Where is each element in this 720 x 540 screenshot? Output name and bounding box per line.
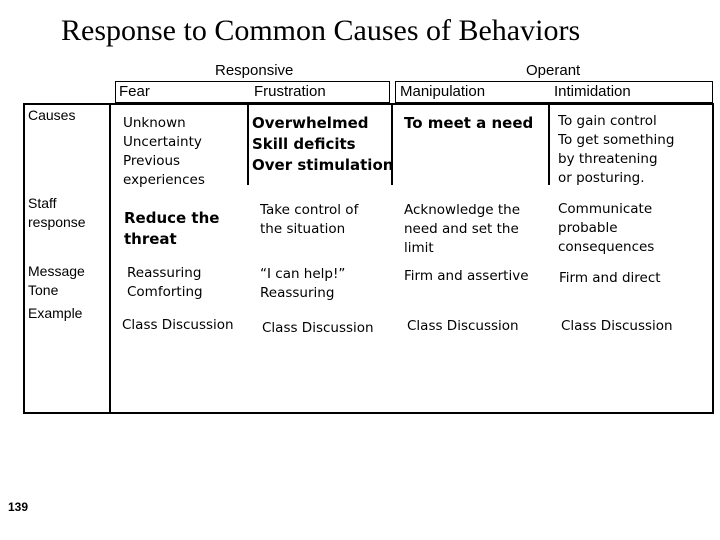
- row-label-message-tone: Message Tone: [28, 263, 85, 298]
- row-label-causes: Causes: [28, 107, 76, 123]
- group-header-responsive: Responsive: [215, 62, 294, 79]
- column-divider: [548, 103, 550, 185]
- cell-tone-intimidation: Firm and direct: [559, 270, 661, 286]
- cell-causes-frustration: Overwhelmed Skill deficits Over stimulation: [252, 114, 394, 174]
- cell-example-intimidation: Class Discussion: [561, 318, 673, 334]
- cell-example-fear: Class Discussion: [122, 317, 234, 333]
- cell-example-manipulation: Class Discussion: [407, 318, 519, 334]
- column-header-frustration: Frustration: [254, 83, 326, 100]
- page-number: 139: [8, 500, 29, 514]
- cell-tone-frustration: “I can help!” Reassuring: [260, 266, 346, 301]
- row-label-staff-response: Staff response: [28, 195, 86, 230]
- responsive-header-box: [115, 81, 390, 103]
- slide-title: Response to Common Causes of Behaviors: [61, 14, 581, 47]
- group-header-operant: Operant: [526, 62, 581, 79]
- cell-tone-manipulation: Firm and assertive: [404, 268, 529, 284]
- cell-causes-fear: Unknown Uncertainty Previous experiences: [123, 115, 205, 188]
- row-label-example: Example: [28, 305, 83, 321]
- cell-tone-fear: Reassuring Comforting: [127, 265, 203, 300]
- cell-causes-intimidation: To gain control To get something by threatening or posturing.: [558, 113, 675, 186]
- cell-staff-fear: Reduce the threat: [124, 209, 220, 248]
- column-header-manipulation: Manipulation: [400, 83, 486, 100]
- cell-staff-intimidation: Communicate probable consequences: [558, 201, 655, 255]
- cell-staff-manipulation: Acknowledge the need and set the limit: [404, 202, 521, 256]
- column-header-intimidation: Intimidation: [554, 83, 631, 100]
- cell-staff-frustration: Take control of the situation: [260, 202, 359, 237]
- column-divider: [247, 103, 249, 185]
- column-divider: [109, 103, 111, 414]
- cell-example-frustration: Class Discussion: [262, 320, 374, 336]
- cell-causes-manipulation: To meet a need: [404, 114, 534, 132]
- column-header-fear: Fear: [119, 83, 150, 100]
